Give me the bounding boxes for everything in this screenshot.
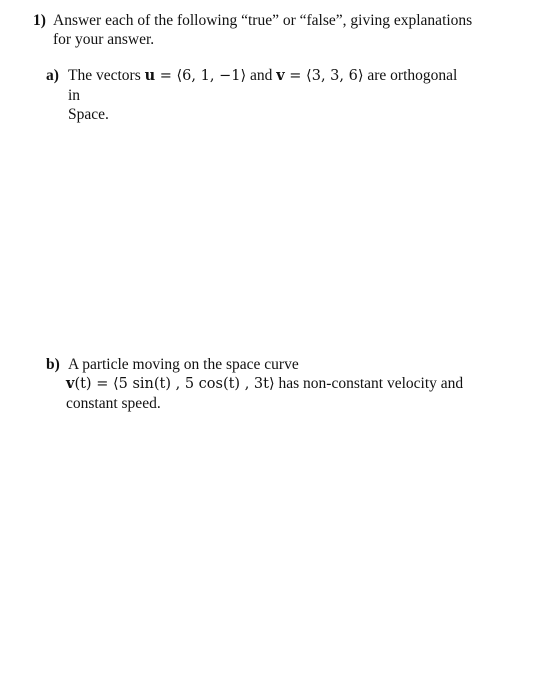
vector-u-symbol: u (144, 67, 156, 84)
part-a (46, 66, 466, 124)
part-b-post-text: has non-constant velocity and (274, 375, 464, 392)
question-text-continued: for your answer. (53, 31, 155, 48)
question-1 (33, 11, 503, 49)
question-1-line-1 (33, 11, 503, 30)
part-a-pre-text: The vectors (68, 67, 145, 84)
part-a-mid-text: and (246, 67, 277, 84)
vector-u-value: = ⟨6, 1, −1⟩ (155, 68, 247, 84)
part-b-label: b) (46, 356, 60, 373)
part-b-intro: A particle moving on the space curve (68, 356, 299, 373)
part-b-line-1 (46, 355, 466, 374)
question-number: 1) (33, 12, 46, 29)
vector-v-value: = ⟨3, 3, 6⟩ (284, 68, 364, 84)
part-b-line-2 (46, 374, 466, 394)
vector-v-symbol: v (276, 67, 285, 84)
part-b-line-3: constant speed. (66, 395, 161, 412)
part-b (46, 355, 466, 413)
part-a-post-text: are orthogonal in (68, 67, 458, 104)
part-a-label: a) (46, 67, 59, 84)
part-a-statement (68, 66, 466, 105)
part-a-line-1 (46, 66, 466, 105)
part-a-line-2: Space. (68, 106, 109, 123)
velocity-symbol: v (66, 375, 75, 392)
question-text: Answer each of the following “true” or “false”, giving explanations (53, 12, 473, 29)
velocity-expression: (t) = ⟨5 sin(t) , 5 cos(t) , 3t⟩ (74, 376, 275, 392)
question-1-line-2 (33, 30, 503, 49)
